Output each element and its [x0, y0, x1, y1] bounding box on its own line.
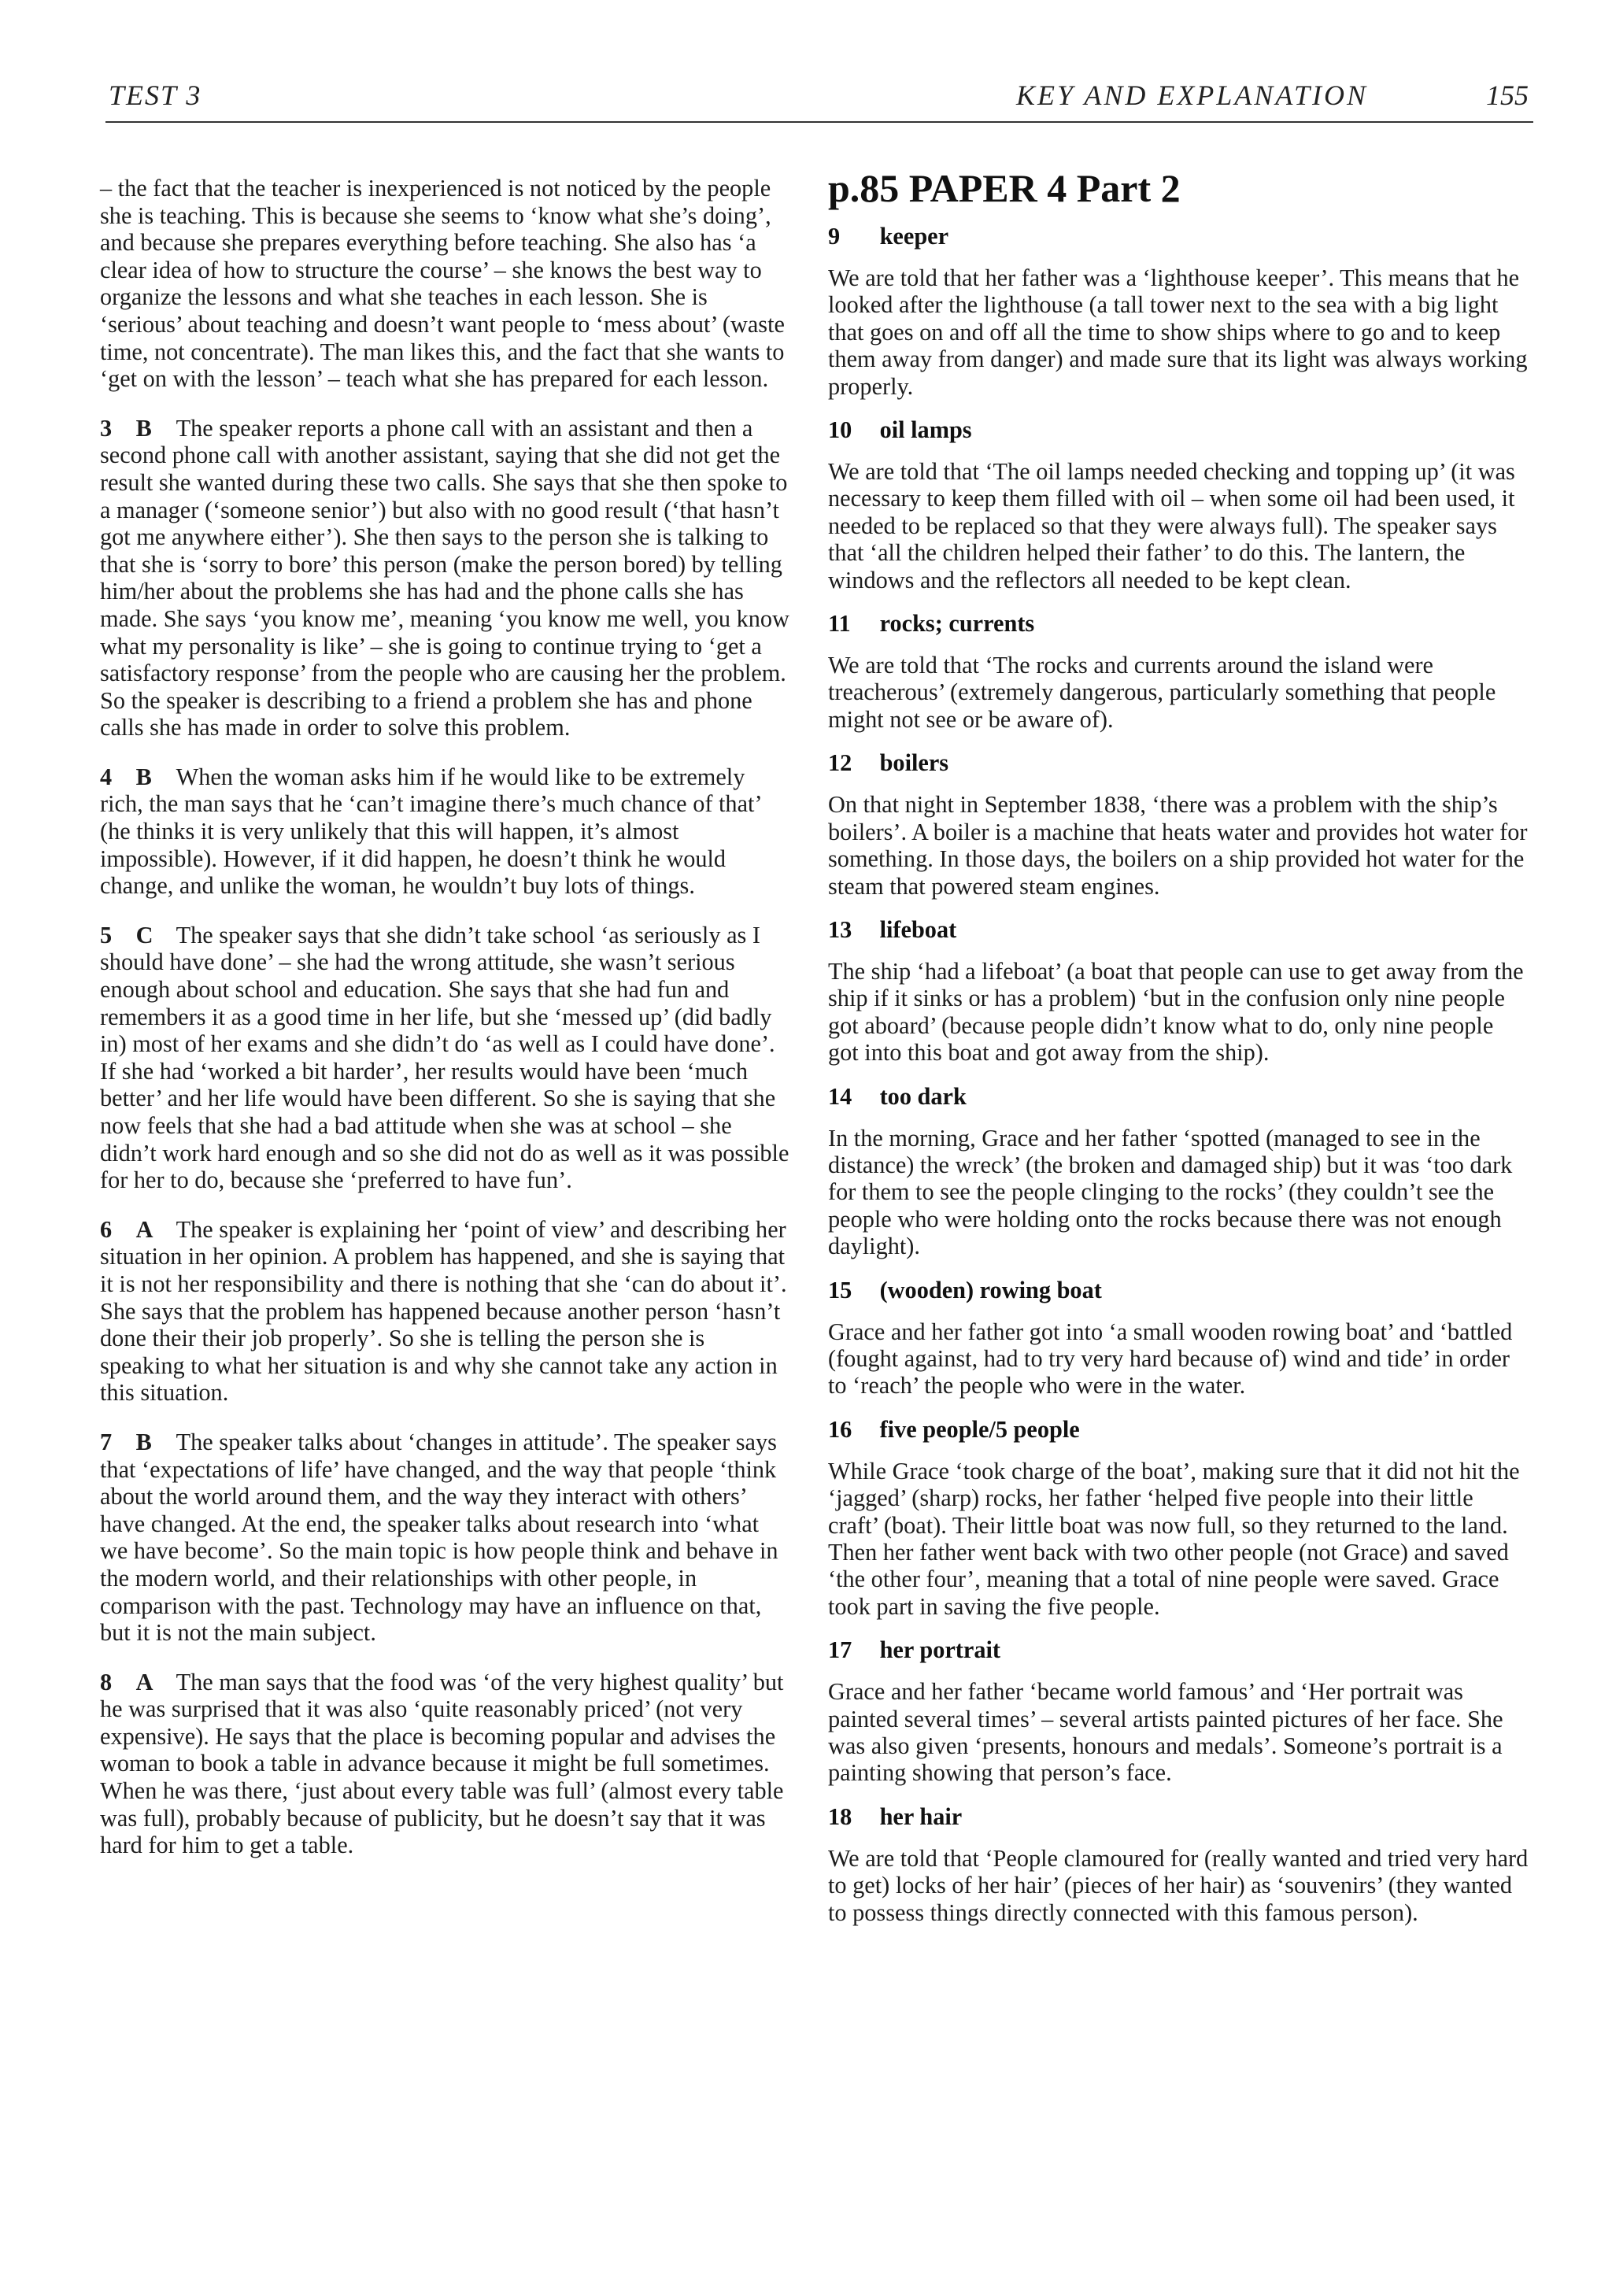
question-number: 7 [100, 1428, 113, 1455]
right-column [828, 165, 1529, 1942]
question-number: 16 [828, 1415, 852, 1443]
answer-item-3 [100, 415, 791, 741]
question-number: 12 [828, 749, 852, 777]
page-number: 155 [1486, 79, 1529, 111]
question-number: 13 [828, 915, 852, 943]
explanation-15: Grace and her father got into ‘a small wooden rowing boat’ and ‘battled (fought against, had to try very hard because of) wind and tide’ in order to ‘reach’ the people who were in the water. [828, 1318, 1513, 1399]
section-heading: p.85 PAPER 4 Part 2 [828, 166, 1181, 210]
question-number: 3 [100, 414, 113, 442]
answer-letter: C [135, 921, 153, 948]
question-number: 5 [100, 921, 113, 948]
explanation-text: The speaker talks about ‘changes in attitude’. The speaker says that ‘expectations of life’ have changed, and the way that people ‘think about the world around them, and the way they interact with others’ have changed. At the end, the speaker talks about research into ‘what we have become’. So the main topic is how people think and behave in the modern world, and their relationships with other people, in comparison with the past. Technology may have an influence on that, but it is not the main subject. [100, 1428, 778, 1647]
answer-heading-15 [828, 1276, 1529, 1304]
question-number: 15 [828, 1276, 852, 1303]
explanation-11: We are told that ‘The rocks and currents around the island were treacherous’ (extremely dangerous, particularly something that people might not see or be aware of). [828, 652, 1496, 733]
explanation-text: The speaker says that she didn’t take school ‘as seriously as I should have done’ – she had the wrong attitude, she wasn’t serious enough about school and education. She says that she had fun and remembers it as a good time in her life, but she ‘messed up’ (did badly in) most of her exams and she didn’t do ‘as well as I could have done’. If she had ‘worked a bit harder’, her results would have been ‘much better’ and her life would have been different. So she is saying that she now feels that she had a bad attitude when she was at school – she didn’t work hard enough and so she did not do as well as it was possible for her to do, because she ‘preferred to have fun’. [100, 921, 789, 1194]
question-number: 14 [828, 1082, 852, 1110]
answer-word: boilers [879, 749, 949, 777]
answer-letter: B [135, 763, 152, 790]
answer-letter: B [135, 1428, 152, 1455]
answer-letter: A [135, 1215, 153, 1243]
answer-heading-14 [828, 1082, 1529, 1111]
left-column [100, 175, 791, 1881]
answer-letter: B [135, 414, 152, 442]
answer-word: her portrait [879, 1636, 1000, 1664]
answer-word: keeper [879, 223, 949, 250]
explanation-14: In the morning, Grace and her father ‘spotted (managed to see in the distance) the wreck’ (the broken and damaged ship) but it was ‘too dark for them to see the people clinging to the rocks’ (they couldn’t see the people who were holding onto the rocks because there was not enough daylight). [828, 1124, 1513, 1260]
explanation-10: We are told that ‘The oil lamps needed checking and topping up’ (it was necessary to keep them filled with oil – when some oil had been used, it needed to be replaced so that they were always full). The speaker says that ‘all the children helped their father’ to do this. The lantern, the windows and the reflectors all needed to be kept clean. [828, 458, 1515, 593]
question-number: 11 [828, 610, 851, 638]
explanation-13: The ship ‘had a lifeboat’ (a boat that people can use to get away from the ship if it sinks or has a problem) ‘but in the confusion only nine people got aboard’ (because people didn’t know what to do, only nine people got into this boat and got away from the ship). [828, 957, 1524, 1067]
test-label: TEST 3 [109, 79, 202, 111]
question-number: 6 [100, 1215, 113, 1243]
answer-item-8 [100, 1669, 791, 1859]
answer-word: too dark [879, 1082, 967, 1110]
intro-paragraph: – the fact that the teacher is inexperienced is not noticed by the people she is teaching. This is because she seems to ‘know what she’s doing’, and because she prepares everything before teaching. She also has ‘a clear idea of how to structure the course’ – she knows the best way to organize the lessons and what she teaches in each lesson. She is ‘serious’ about teaching and doesn’t want people to ‘mess about’ (waste time, not concentrate). The man likes this, and the fact that she wants to ‘get on with the lesson’ – teach what she has prepared for each lesson. [100, 175, 785, 393]
explanation-text: The speaker reports a phone call with an assistant and then a second phone call with another assistant, saying that she did not get the result she wanted during these two calls. She says that she then spoke to a manager (‘someone senior’) but also with no good result (‘that hasn’t got me anywhere either’). She then says to the person she is talking to that she is ‘sorry to bore’ this person (make the person bored) by telling him/her about the problems she has had and the phone calls she has made. She says ‘you know me’, meaning ‘you know me well, you know what my personality is like’ – she is going to continue trying to ‘get a satisfactory response’ from the people who are causing her the problem. So the speaker is describing to a friend a problem she has and phone calls she has made in order to solve this problem. [100, 414, 789, 741]
answer-heading-16 [828, 1415, 1529, 1444]
question-number: 18 [828, 1802, 852, 1830]
answer-heading-18 [828, 1802, 1529, 1831]
answer-heading-17 [828, 1636, 1529, 1664]
answer-heading-10 [828, 416, 1529, 444]
answer-word: her hair [879, 1802, 963, 1830]
answer-item-7 [100, 1429, 791, 1647]
explanation-text: The speaker is explaining her ‘point of view’ and describing her situation in her opinion. A problem has happened, and she is saying that it is not her responsibility and there is nothing that she ‘can do about it’. She says that the problem has happened because another person ‘hasn’t done their their job properly’. So she is telling the person she is speaking to what her situation is and why she cannot take any action in this situation. [100, 1215, 787, 1407]
explanation-text: The man says that the food was ‘of the very highest quality’ but he was surprised that it was also ‘quite reasonably priced’ (not very expensive). He says that the place is becoming popular and advises the woman to book a table in advance because it might be full sometimes. When he was there, ‘just about every table was full’ (almost every table was full), probably because of publicity, but he doesn’t say that it was hard for him to get a table. [100, 1668, 784, 1859]
question-number: 17 [828, 1636, 852, 1664]
answer-heading-11 [828, 609, 1529, 638]
question-number: 9 [828, 223, 841, 250]
answer-heading-12 [828, 749, 1529, 777]
running-header [105, 77, 1533, 123]
question-number: 10 [828, 416, 852, 444]
answer-heading-9 [828, 222, 1529, 250]
explanation-17: Grace and her father ‘became world famous’ and ‘Her portrait was painted several times’ – several artists painted pictures of her face. She was also given ‘presents, honours and medals’. Someone’s portrait is a painting showing that person’s face. [828, 1678, 1503, 1787]
answer-word: rocks; currents [879, 610, 1035, 638]
explanation-18: We are told that ‘People clamoured for (really wanted and tried very hard to get) locks of her hair’ (pieces of her hair) as ‘souvenirs’ (they wanted to possess things directly connected with this famous person). [828, 1844, 1529, 1926]
explanation-12: On that night in September 1838, ‘there was a problem with the ship’s boilers’. A boiler is a machine that heats water and provides hot water for something. In those days, the boilers on a ship provided hot water for the steam that powered steam engines. [828, 791, 1528, 900]
answer-word: (wooden) rowing boat [879, 1276, 1102, 1303]
answer-letter: A [135, 1668, 153, 1695]
answer-item-4 [100, 763, 791, 900]
answer-word: oil lamps [879, 416, 972, 444]
answer-heading-13 [828, 915, 1529, 944]
question-number: 4 [100, 763, 113, 790]
explanation-text: When the woman asks him if he would like to be extremely rich, the man says that he ‘can’t imagine there’s much chance of that’ (he thinks it is very unlikely that this will happen, it’s almost impossible). However, if it did happen, he doesn’t think he would change, and unlike the woman, he wouldn’t buy lots of things. [100, 763, 761, 900]
answer-word: lifeboat [879, 915, 957, 943]
explanation-9: We are told that her father was a ‘lighthouse keeper’. This means that he looked after the lighthouse (a tall tower next to the sea with a big light that goes on and off all the time to show ships where to go and to keep them away from danger) and made sure that its light was always working properly. [828, 264, 1528, 400]
answer-item-6 [100, 1216, 791, 1407]
header-title: KEY AND EXPLANATION [1015, 79, 1368, 111]
answer-item-5 [100, 922, 791, 1194]
question-number: 8 [100, 1668, 113, 1695]
explanation-16: While Grace ‘took charge of the boat’, making sure that it did not hit the ‘jagged’ (sharp) rocks, her father ‘helped five people into their little craft’ (boat). Their little boat was now full, so they returned to the land. Then her father went back with two other people (not Grace) and saved ‘the other four’, meaning that a total of nine people were saved. Grace took part in saving the five people. [828, 1457, 1520, 1620]
answer-word: five people/5 people [879, 1415, 1080, 1443]
